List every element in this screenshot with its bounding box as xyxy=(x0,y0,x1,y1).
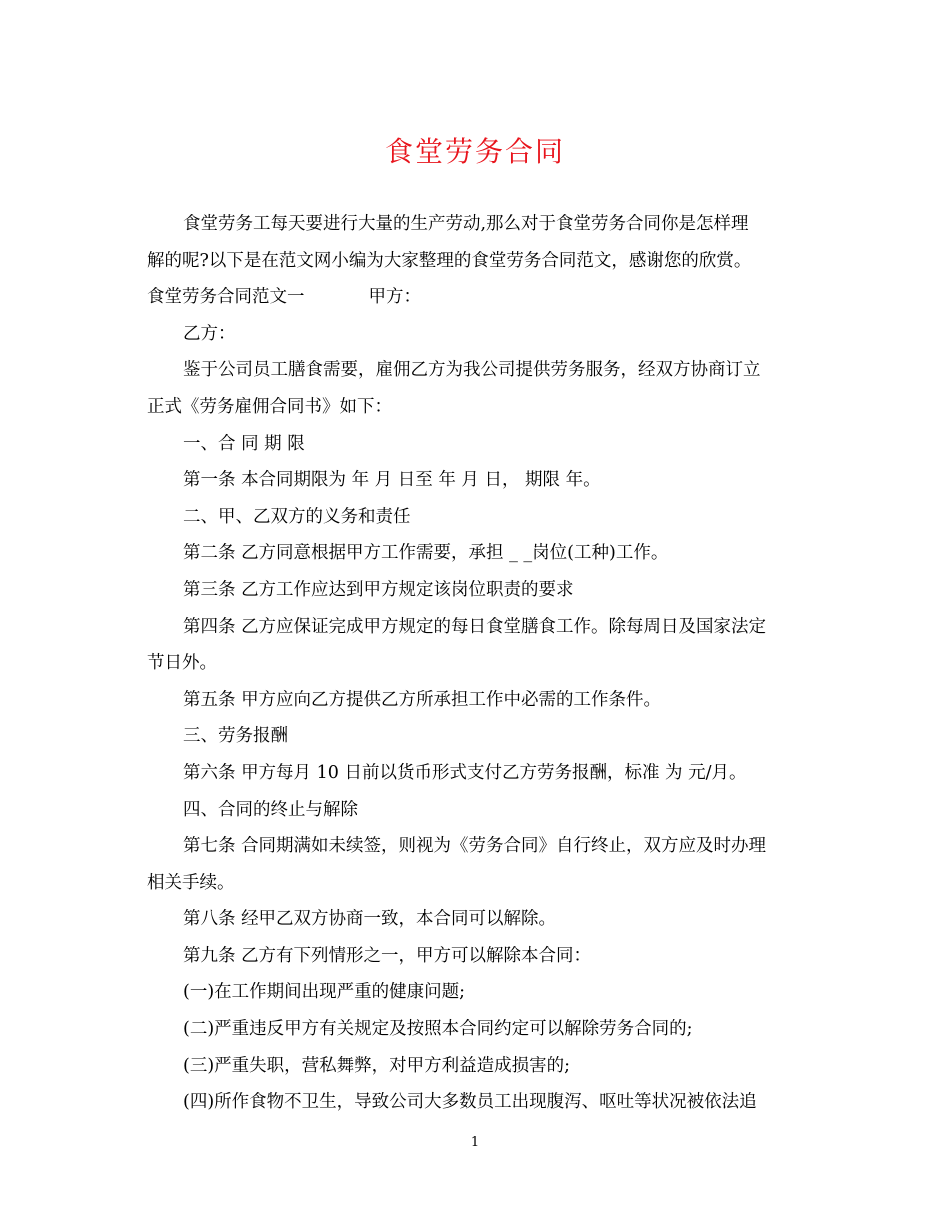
clause-line: 第二条 乙方同意根据甲方工作需要，承担 _ _岗位(工种)工作。 xyxy=(183,543,669,564)
list-item: (二)严重违反甲方有关规定及按照本合同约定可以解除劳务合同的; xyxy=(183,1019,693,1040)
section-heading: 食堂劳务合同范文一 xyxy=(147,287,305,308)
clause-line: 第八条 经甲乙双方协商一致，本合同可以解除。 xyxy=(183,909,557,930)
clause-line: 相关手续。 xyxy=(147,872,235,893)
paragraph-line: 鉴于公司员工膳食需要，雇佣乙方为我公司提供劳务服务，经双方协商订立 xyxy=(183,360,761,381)
clause-heading: 四、合同的终止与解除 xyxy=(183,799,358,820)
document-title: 食堂劳务合同 xyxy=(384,135,565,168)
clause-line: 第六条 甲方每月 10 日前以货币形式支付乙方劳务报酬，标准 为 元/月。 xyxy=(183,762,747,783)
clause-line: 第七条 合同期满如未续签，则视为《劳务合同》自行终止，双方应及时办理 xyxy=(183,836,767,857)
clause-line: 第三条 乙方工作应达到甲方规定该岗位职责的要求 xyxy=(183,579,574,600)
list-item: (一)在工作期间出现严重的健康问题; xyxy=(183,982,466,1003)
list-item: (四)所作食物不卫生，导致公司大多数员工出现腹泻、呕吐等状况被依法追 xyxy=(183,1092,757,1113)
clause-line: 节日外。 xyxy=(147,653,217,674)
clause-heading: 一、合 同 期 限 xyxy=(183,433,305,454)
clause-line: 第一条 本合同期限为 年 月 日至 年 月 日， 期限 年。 xyxy=(183,470,601,491)
paragraph-line: 食堂劳务工每天要进行大量的生产劳动,那么对于食堂劳务合同你是怎样理 xyxy=(183,214,749,234)
paragraph-line: 正式《劳务雇佣合同书》如下： xyxy=(147,396,392,417)
list-item: (三)严重失职，营私舞弊，对甲方利益造成损害的; xyxy=(183,1055,571,1076)
paragraph-line xyxy=(147,279,807,316)
document-body xyxy=(147,206,807,1121)
clause-line: 第九条 乙方有下列情形之一，甲方可以解除本合同： xyxy=(183,945,592,966)
clause-heading: 三、劳务报酬 xyxy=(183,726,288,747)
clause-heading: 二、甲、乙双方的义务和责任 xyxy=(183,506,411,527)
paragraph-line: 解的呢?以下是在范文网小编为大家整理的食堂劳务合同范文，感谢您的欣赏。 xyxy=(147,250,752,271)
party-a-label: 甲方： xyxy=(368,287,421,308)
clause-line: 第五条 甲方应向乙方提供乙方所承担工作中必需的工作条件。 xyxy=(183,689,662,710)
page-number: 1 xyxy=(470,1135,480,1150)
clause-line: 第四条 乙方应保证完成甲方规定的每日食堂膳食工作。除每周日及国家法定 xyxy=(183,616,767,637)
party-b-label: 乙方： xyxy=(183,323,236,344)
